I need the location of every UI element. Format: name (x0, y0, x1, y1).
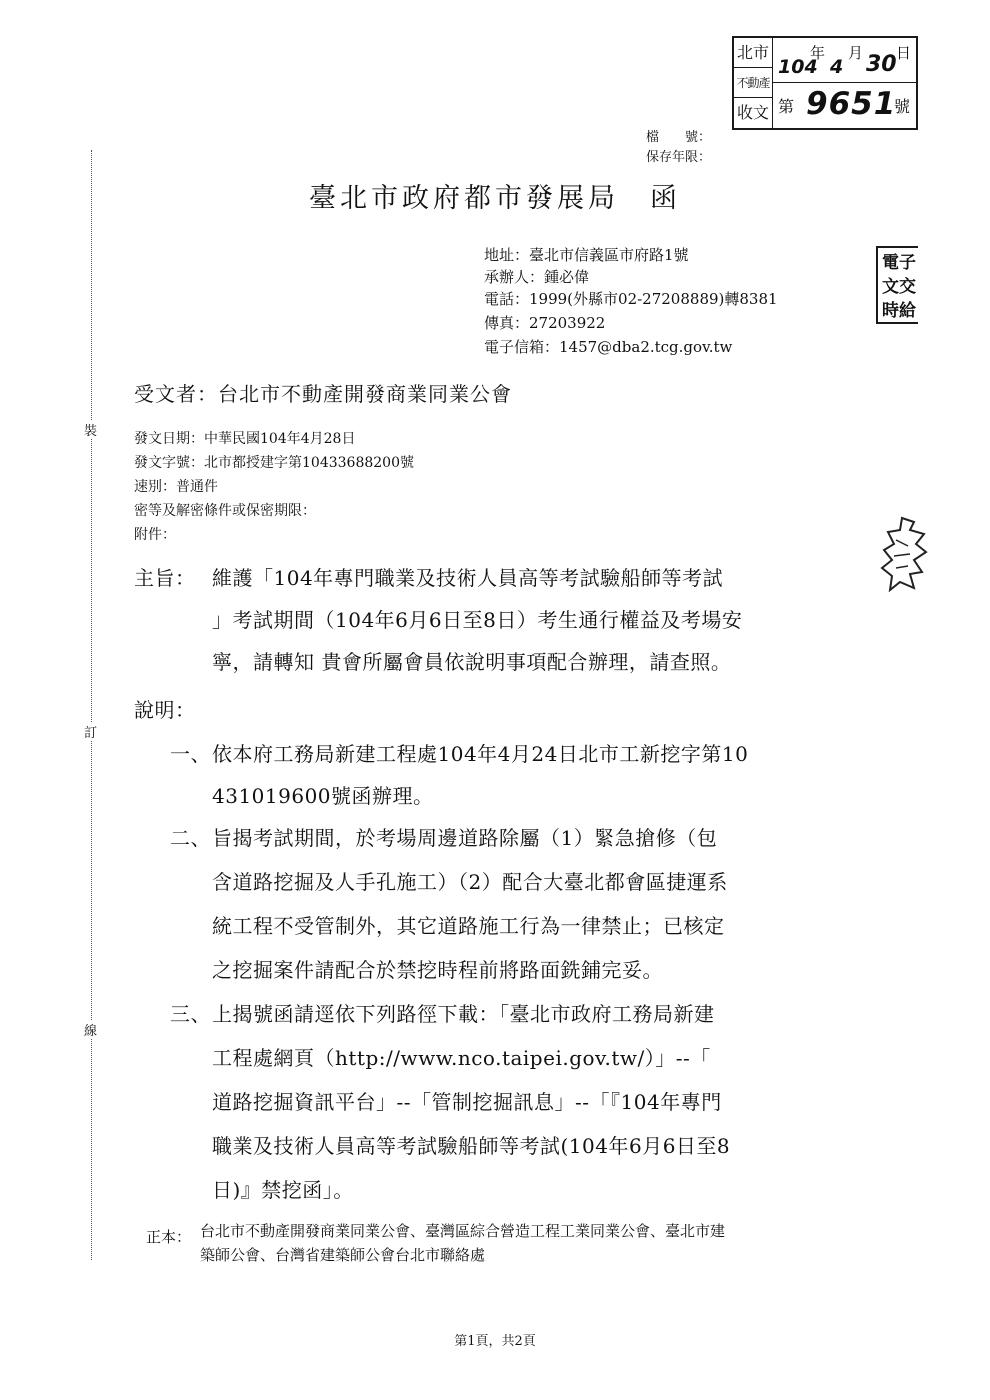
retention-label: 保存年限： (646, 150, 712, 165)
explanation-label: 說明： (134, 698, 196, 722)
attachments: 附件： (134, 527, 176, 543)
document-title: 臺北市政府都市發展局 函 (309, 183, 681, 214)
stamp-month: 4 (830, 56, 844, 78)
subject-label: 主旨： (134, 566, 196, 590)
item-3-line: 上揭號函請逕依下列路徑下載：「臺北市政府工務局新建 (212, 1002, 715, 1026)
item-2-line: 之挖掘案件請配合於禁挖時程前將路面銑鋪完妥。 (212, 958, 663, 982)
item-2-line: 旨揭考試期間，於考場周邊道路除屬（1）緊急搶修（包 (212, 826, 718, 850)
item-2-line: 統工程不受管制外，其它道路施工行為一律禁止；已核定 (212, 914, 725, 938)
document-number: 發文字號：北市都授建字第10433688200號 (134, 455, 414, 471)
contact-handler: 承辦人：鍾必偉 (484, 268, 590, 286)
copies-line: 台北市不動產開發商業同業公會、臺灣區綜合營造工程工業同業公會、臺北市建 (200, 1222, 726, 1240)
stamp-month-char: 月 (848, 44, 864, 62)
item-3-line: 職業及技術人員高等考試驗船師等考試(104年6月6日至8 (212, 1134, 731, 1158)
contact-email: 電子信箱：1457@dba2.tcg.gov.tw (484, 338, 733, 356)
stamp-year-char: 年 (810, 44, 826, 62)
item-2-line: 含道路挖掘及人手孔施工）（2）配合大臺北都會區捷運系 (212, 870, 728, 894)
copies-line: 築師公會、台灣省建築師公會台北市聯絡處 (200, 1246, 486, 1264)
item-3-line: 道路挖掘資訊平台」--「管制挖掘訊息」--「『104年專門 (212, 1090, 722, 1114)
stamp-day-char: 日 (896, 44, 912, 62)
punch-hole-mark (880, 516, 928, 592)
contact-phone: 電話：1999(外縣市02-27208889)轉8381 (484, 290, 778, 308)
stamp-number-row (772, 82, 916, 128)
item-3-marker: 三、 (170, 1002, 211, 1026)
stamp-year: 104 (778, 56, 818, 78)
item-1-line: 431019600號函辦理。 (212, 784, 434, 808)
delivery-speed: 速別：普通件 (134, 479, 218, 495)
efile-line-3: 時給 (882, 301, 916, 321)
stamp-label-city: 北市 (734, 38, 772, 68)
stamp-number-suffix: 號 (894, 97, 911, 116)
binding-mark-line: 線 (84, 1020, 97, 1039)
contact-fax: 傳真：27203922 (484, 314, 606, 332)
item-2-marker: 二、 (170, 826, 211, 850)
copies-label: 正本： (146, 1228, 192, 1246)
item-1-line: 依本府工務局新建工程處104年4月24日北市工新挖字第10 (212, 742, 749, 766)
binding-mark-staple: 訂 (84, 722, 97, 741)
stamp-number-prefix: 第 (778, 97, 795, 116)
item-1-marker: 一、 (170, 742, 211, 766)
stamp-label-realestate: 不動產 (734, 68, 772, 98)
electronic-delivery-stamp (876, 246, 918, 324)
subject-line: 」考試期間（104年6月6日至8日）考生通行權益及考場安 (212, 608, 743, 632)
stamp-label-received: 收文 (736, 103, 769, 122)
issue-date: 發文日期：中華民國104年4月28日 (134, 431, 356, 447)
efile-line-1: 電子 (882, 253, 916, 273)
receipt-stamp (732, 36, 918, 130)
stamp-date-row (772, 38, 916, 83)
stamp-side-labels (734, 38, 773, 128)
binding-line (91, 150, 92, 1260)
secrecy-level: 密等及解密條件或保密期限： (134, 503, 316, 519)
item-3-line: 日)』禁挖函」。 (212, 1178, 354, 1202)
subject-line: 寧，請轉知 貴會所屬會員依說明事項配合辦理，請查照。 (212, 650, 732, 674)
stamp-number: 9651 (806, 86, 897, 122)
page-number: 第1頁，共2頁 (454, 1334, 536, 1349)
recipient: 受文者：台北市不動產開發商業同業公會 (134, 382, 512, 406)
item-3-line: 工程處網頁（http://www.nco.taipei.gov.tw/）」--「 (212, 1046, 711, 1070)
stamp-day: 30 (866, 52, 897, 77)
subject-line: 維護「104年專門職業及技術人員高等考試驗船師等考試 (212, 566, 724, 590)
file-number-label: 檔 號： (646, 130, 712, 145)
contact-address: 地址：臺北市信義區市府路1號 (484, 246, 689, 264)
binding-mark-bind: 裝 (84, 420, 97, 439)
efile-line-2: 文交 (882, 277, 916, 297)
